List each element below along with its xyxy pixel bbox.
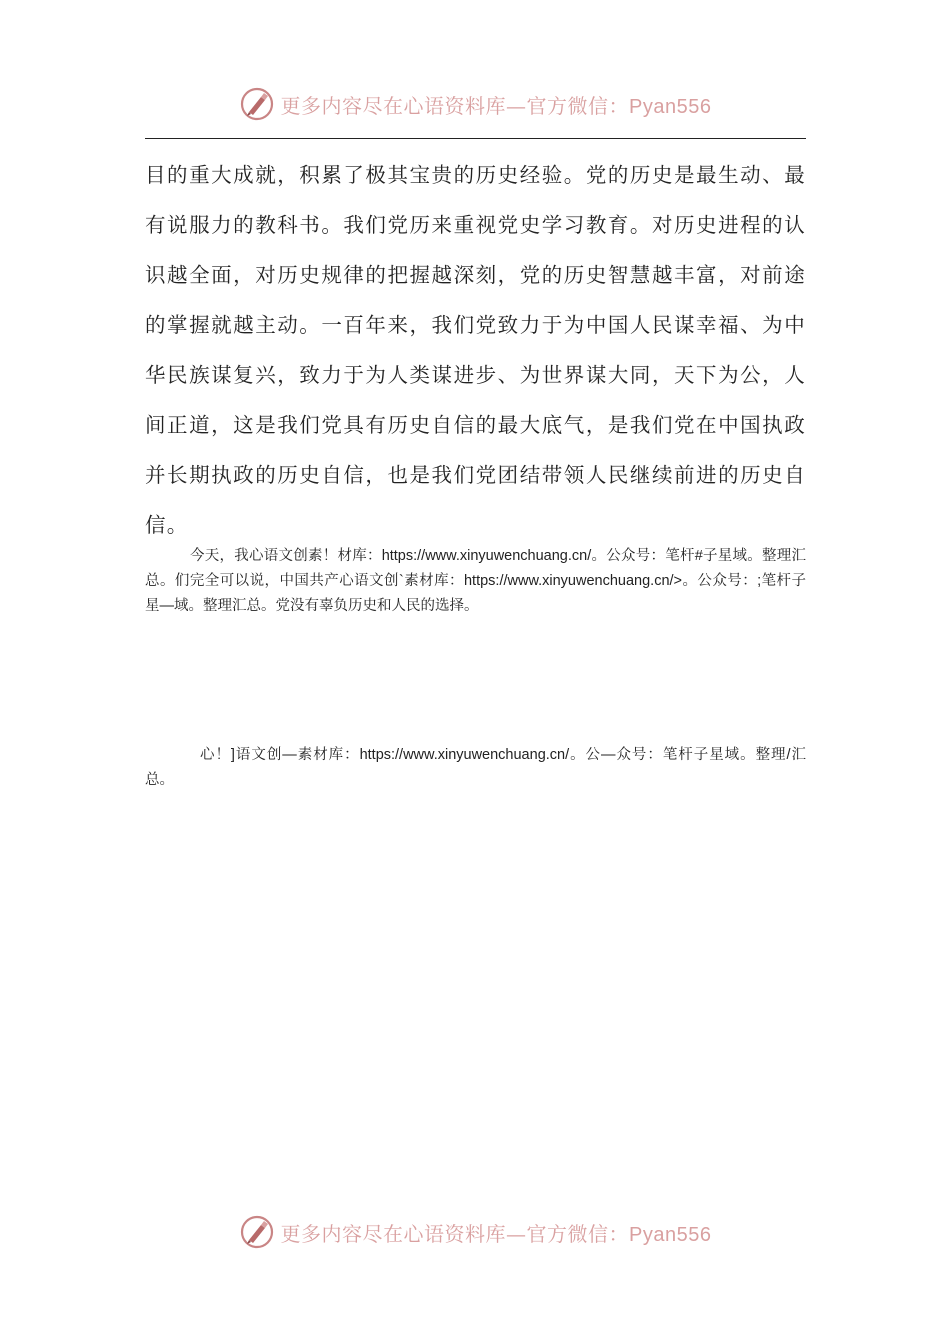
footer-brand — [239, 1214, 712, 1250]
header-brand-text: 更多内容尽在心语资料库—官方微信：Pyan556 — [280, 93, 712, 118]
footer-brand-text: 更多内容尽在心语资料库—官方微信：Pyan556 — [280, 1221, 712, 1246]
note-paragraph-1: 今天，我心语文创素！材库：https://www.xinyuwenchuang.cn/。公众号：笔杆#子星域。整理汇总。们完全可以说，中国共产心语文创`素材库：https://www.xinyuwenchuang.cn/>。公众号：;笔杆子星—域。整理汇总。党没有辜负历史和人民的选择。 — [145, 548, 806, 614]
note-paragraph-2: 心！]语文创—素材库：https://www.xinyuwenchuang.cn/。公—众号：笔杆子星域。整理/汇总。 — [145, 747, 806, 788]
main-paragraph: 目的重大成就，积累了极其宝贵的历史经验。党的历史是最生动、最有说服力的教科书。我们党历来重视党史学习教育。对历史进程的认识越全面，对历史规律的把握越深刻，党的历史智慧越丰富，对前途的掌握就越主动。一百年来，我们党致力于为中国人民谋幸福、为中华民族谋复兴，致力于为人类谋进步、为世界谋大同，天下为公，人间正道，这是我们党具有历史自信的最大底气，是我们党在中国执政并长期执政的历史自信，也是我们党团结带领人民继续前进的历史自信。 — [145, 163, 806, 537]
pen-nib-icon — [239, 1214, 275, 1250]
header-brand-handle: Pyan556 — [629, 95, 712, 118]
page-header — [0, 82, 950, 126]
header-divider — [145, 138, 806, 139]
footer-brand-handle: Pyan556 — [629, 1223, 712, 1246]
page-footer — [0, 1210, 950, 1254]
pen-nib-icon — [239, 86, 275, 122]
header-brand — [239, 86, 712, 122]
